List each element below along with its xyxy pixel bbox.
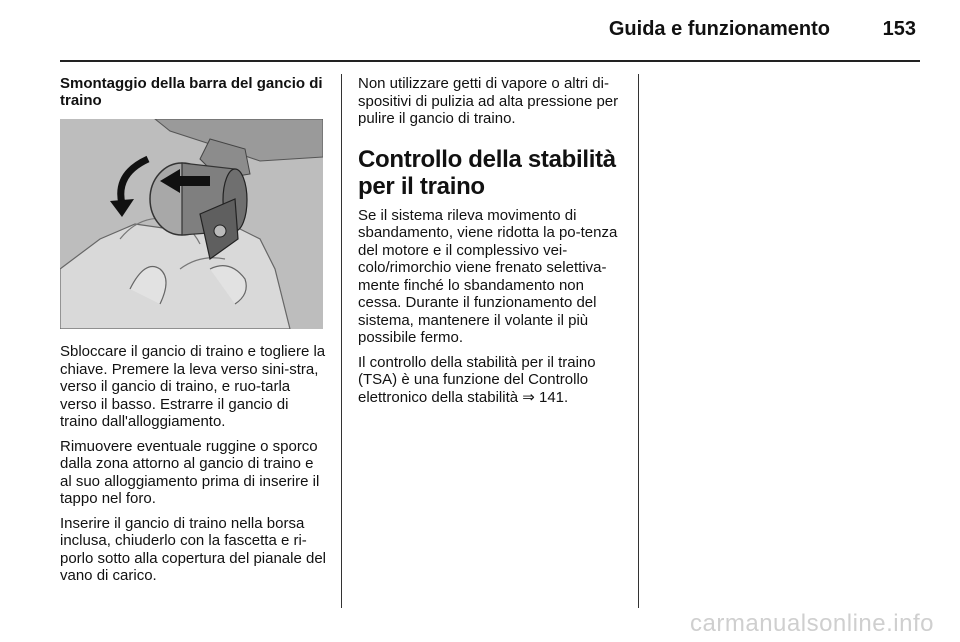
paragraph: Inserire il gancio di traino nella borsa inclusa, chiuderlo con la fascetta e ri-porlo sotto alla copertura del pianale del vano di carico. [60, 514, 327, 584]
page-number: 153 [882, 18, 916, 40]
paragraph: Il controllo della stabilità per il traino (TSA) è una funzione del Controllo elettronico della stabilità ⇒ 141. [358, 353, 596, 406]
column-middle [358, 75, 626, 413]
column-divider [341, 74, 342, 608]
running-header-title: Guida e funzionamento [608, 18, 830, 40]
column-left [60, 75, 326, 592]
paragraph: Non utilizzare getti di vapore o altri di-spositivi di pulizia ad alta pressione per pulire il gancio di traino. [358, 75, 619, 127]
section-heading: Smontaggio della barra del gancio di traino [60, 75, 323, 109]
towbar-hand-icon [60, 119, 323, 329]
paragraph: Se il sistema rileva movimento di sbandamento, viene ridotta la po-tenza del motore e il complessivo vei-colo/rimorchio viene frenato selettiva-mente finché lo sbandamento non cessa. Durante il funzionamento del sistema, mantenere il volante il più possibile fermo. [358, 206, 618, 346]
header-rule [60, 60, 920, 62]
towbar-removal-illustration [60, 119, 323, 329]
column-divider [638, 74, 639, 608]
watermark: carmanualsonline.info [690, 610, 934, 637]
section-heading: Controllo della stabilità per il traino [358, 145, 616, 200]
paragraph: Rimuovere eventuale ruggine o sporco dalla zona attorno al gancio di traino e al suo alloggiamento prima di inserire il tappo nel foro. [60, 437, 320, 507]
paragraph: Sbloccare il gancio di traino e togliere la chiave. Premere la leva verso sini-stra, verso il gancio di traino, e ruo-tarla verso il basso. Estrarre il gancio di traino dall'alloggiamento. [60, 343, 326, 430]
